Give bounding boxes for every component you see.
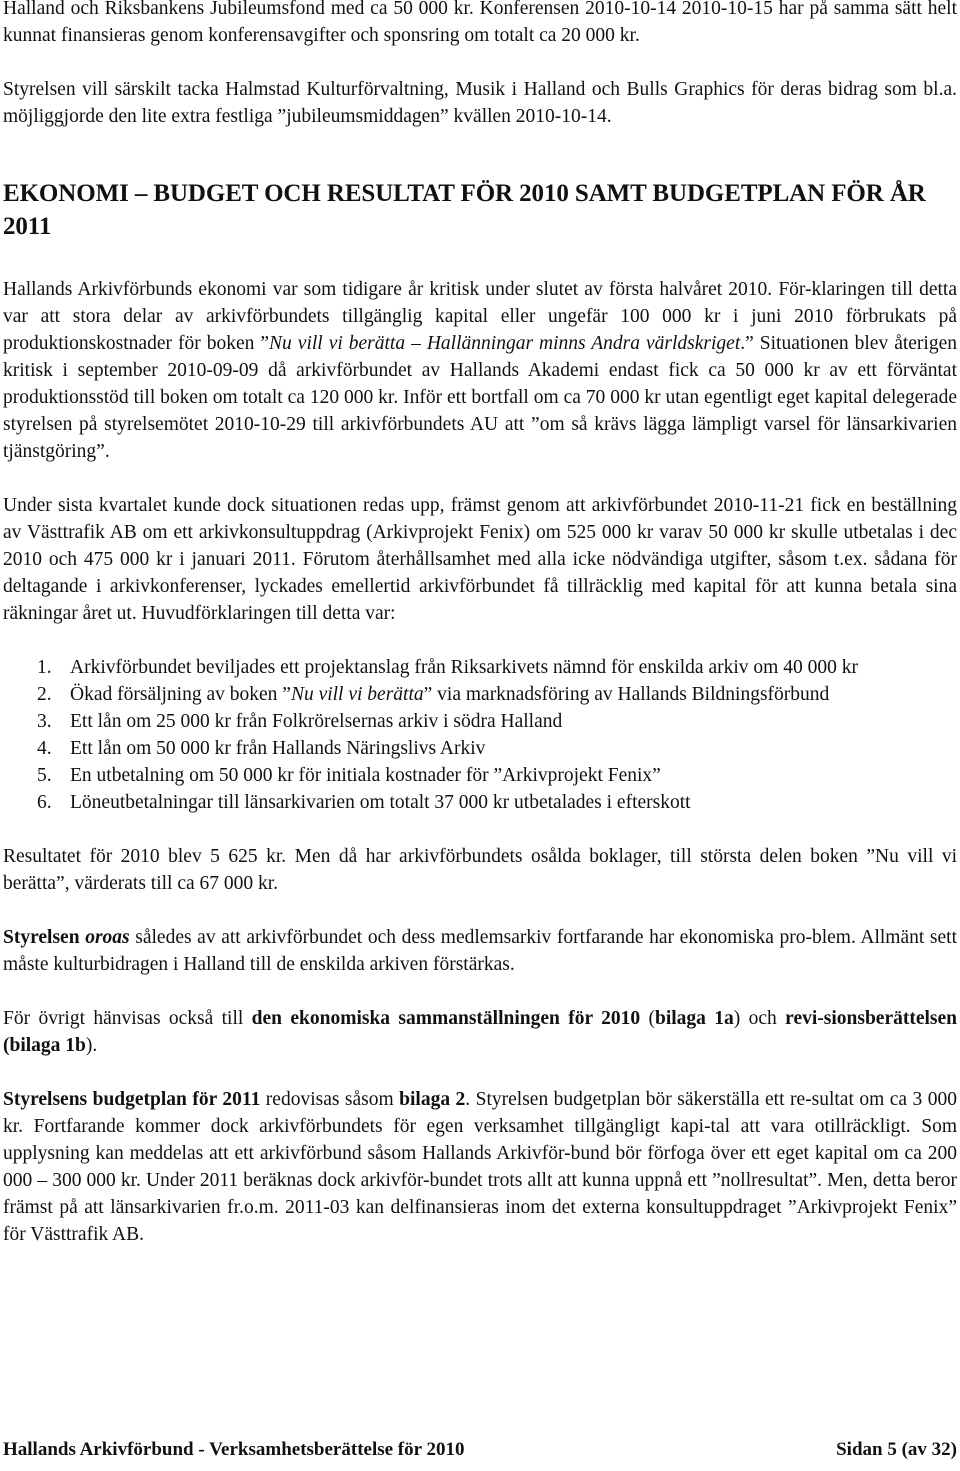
list-number: 2.	[37, 684, 52, 705]
references-text-2: (	[640, 1008, 655, 1029]
list-text: Ett lån om 50 000 kr från Hallands Näringslivs Arkiv	[70, 738, 486, 759]
economy-text-2: .” Situationen blev återigen kritisk i september 2010-09-09 då arkivförbundet av Hallands Akademi endast fick ca 50 000 kr av ett förväntat produktionsstöd till boken om totalt ca 120 000 kr. Inför ett bortfall om ca 70 000 kr utan egentligt eget kapital delegerade styrelsen på styrelsemötet 2010-10-29 till arkivförbundets AU att ”om så krävs lägga lämpligt varsel för länsarkivarien tjänstgöring”.	[3, 333, 957, 462]
emphasis-worried: oroas	[85, 927, 130, 948]
reference-appendix-1a: bilaga 1a	[654, 1008, 734, 1029]
paragraph-references	[3, 1005, 957, 1059]
page-footer	[3, 1438, 957, 1462]
list-book-title: Nu vill vi berätta	[290, 684, 424, 705]
list-number: 6.	[37, 792, 52, 813]
paragraph-thanks: Styrelsen vill särskilt tacka Halmstad Kulturförvaltning, Musik i Halland och Bulls Graphics för deras bidrag som bl.a. möjliggjorde den lite extra festliga ”jubileumsmiddagen” kvällen 2010-10-14.	[3, 79, 957, 127]
reference-appendix-2: bilaga 2	[399, 1089, 466, 1110]
list-text-post: ” via marknadsföring av Hallands Bildningsförbund	[423, 684, 830, 705]
list-number: 5.	[37, 765, 52, 786]
references-text-1: För övrigt hänvisas också till	[3, 1008, 252, 1029]
footer-page-number: Sidan 5 (av 32)	[836, 1439, 957, 1460]
list-text-pre: Ökad försäljning av boken ”	[70, 684, 291, 705]
budget-text-2: . Styrelsen budgetplan bör säkerställa ett re-sultat om ca 3 000 kr. Fortfarande kommer dock arkivförbundets för egen verksamhet tillgängligt kapi-tal att vara otillräckligt. Som upplysning kan meddelas att ett arkivförbund såsom Hallands Arkivför-bund bör förfoga över ett eget kapital om ca 200 000 – 300 000 kr. Under 2011 beräknas dock arkivför-bundet trots allt att kunna uppnå ett ”nollresultat”. Men, detta beror främst på att länsarkivarien fr.o.m. 2011-03 kan delfinansieras inom det externa konsultuppdraget ”Arkivprojekt Fenix” för Västtrafik AB.	[3, 1089, 957, 1245]
list-text: Löneutbetalningar till länsarkivarien om totalt 37 000 kr utbetalades i efterskott	[70, 792, 691, 813]
list-text: Arkivförbundet beviljades ett projektanslag från Riksarkivets nämnd för enskilda arkiv om 40 000 kr	[70, 657, 858, 678]
paragraph-economy	[3, 276, 957, 465]
references-text-4: ).	[85, 1035, 98, 1056]
paragraph-result: Resultatet för 2010 blev 5 625 kr. Men då har arkivförbundets osålda boklager, till största delen boken ”Nu vill vi berätta”, värderats till ca 67 000 kr.	[3, 846, 957, 894]
paragraph-conference-funding: Halland och Riksbankens Jubileumsfond med ca 50 000 kr. Konferensen 2010-10-14 2010-10-15 har på samma sätt helt kunnat finansieras genom konferensavgifter och sponsring om totalt ca 20 000 kr.	[3, 0, 957, 46]
list-item	[3, 789, 957, 816]
list-number: 1.	[37, 657, 52, 678]
list-item	[3, 654, 957, 681]
emphasis-budget-plan: Styrelsens budgetplan för 2011	[3, 1089, 261, 1110]
economy-text-1: Hallands Arkivförbunds ekonomi var som tidigare år kritisk under slutet av första halvåret 2010. För-klaringen till detta var att stora delar av arkivförbundets tillgänglig kapital eller ungefär 100 000 kr i juni 2010 förbrukats på produktionskostnader för boken ”	[3, 279, 957, 354]
list-item	[3, 735, 957, 762]
book-title: Nu vill vi berätta – Hallänningar minns Andra världskriget	[269, 333, 741, 354]
board-concern-text: således av att arkivförbundet och dess medlemsarkiv fortfarande har ekonomiska pro-blem. Allmänt sett måste kulturbidragen i Halland till de enskilda arkiven förstärkas.	[3, 927, 957, 975]
list-item	[3, 708, 957, 735]
list-item	[3, 762, 957, 789]
emphasis-board: Styrelsen	[3, 927, 80, 948]
explanation-list	[3, 654, 957, 816]
section-heading: EKONOMI – BUDGET OCH RESULTAT FÖR 2010 SAMT BUDGETPLAN FÖR ÅR 2011	[3, 180, 926, 240]
footer-document-title: Hallands Arkivförbund - Verksamhetsberättelse för 2010	[3, 1439, 465, 1460]
list-item	[3, 681, 957, 708]
paragraph-board-concern	[3, 924, 957, 978]
list-number: 3.	[37, 711, 52, 732]
list-number: 4.	[37, 738, 52, 759]
list-text: Ett lån om 25 000 kr från Folkrörelsernas arkiv i södra Halland	[70, 711, 563, 732]
budget-text-1: redovisas såsom	[260, 1089, 400, 1110]
list-text: En utbetalning om 50 000 kr för initiala kostnader för ”Arkivprojekt Fenix”	[70, 765, 661, 786]
references-text-3: ) och	[733, 1008, 786, 1029]
reference-audit-report: revi-sionsberättelsen (bilaga 1b	[3, 1008, 958, 1056]
paragraph-budget-plan	[3, 1086, 957, 1248]
document-page	[3, 0, 957, 1248]
reference-economic-summary: den ekonomiska sammanställningen för 2010	[251, 1008, 641, 1029]
paragraph-last-quarter: Under sista kvartalet kunde dock situationen redas upp, främst genom att arkivförbundet 2010-11-21 fick en beställning av Västtrafik AB om ett arkivkonsultuppdrag (Arkivprojekt Fenix) om 525 000 kr varav 50 000 kr skulle utbetalas i dec 2010 och 475 000 kr i januari 2011. Förutom återhållsamhet med alla icke nödvändiga utgifter, såsom t.ex. sådana för deltagande i arkivkonferenser, lyckades emellertid arkivförbundet få tillräcklig med kapital för att kunna betala sina räkningar året ut. Huvudförklaringen till detta var:	[3, 495, 957, 624]
